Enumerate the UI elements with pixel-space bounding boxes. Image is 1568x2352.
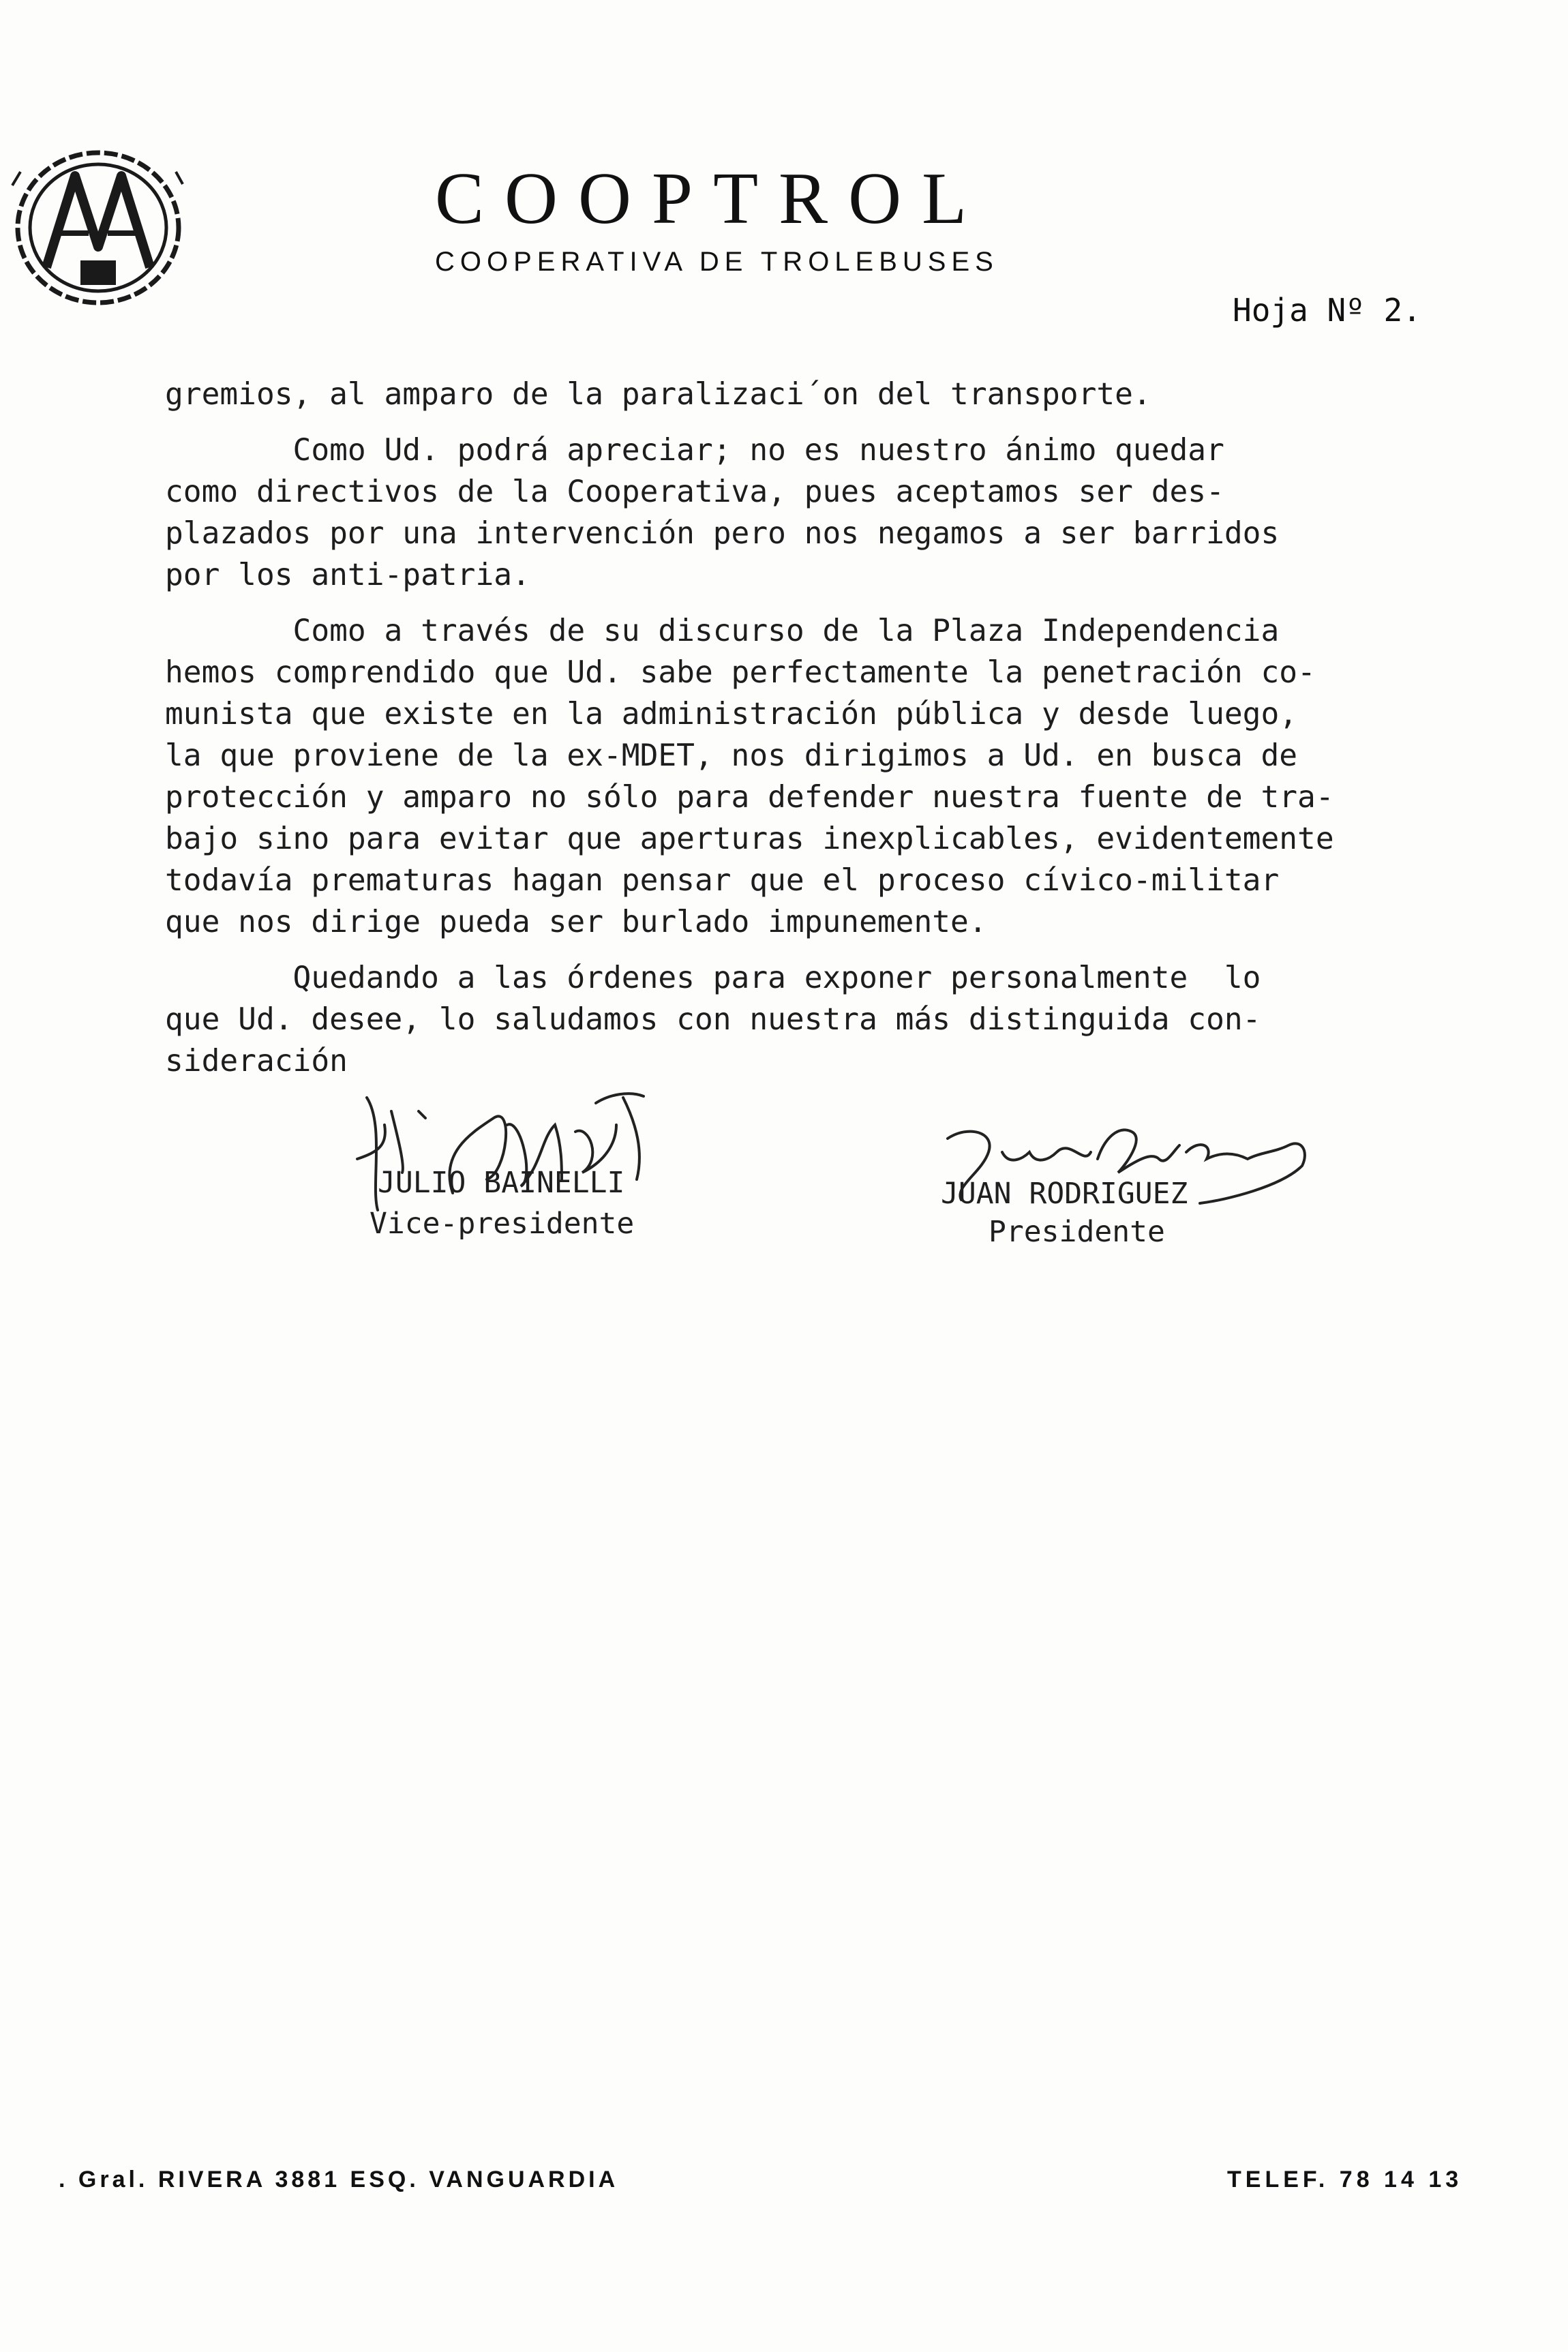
page-number: Hoja Nº 2. [1233,292,1421,329]
body-paragraph: Como Ud. podrá apreciar; no es nuestro ánimo quedar como directivos de la Cooperativa, pues aceptamos ser des- plazados por una intervención pero nos negamos a ser barridos por los anti-patria. [165,433,1280,592]
letterhead [435,158,999,277]
vice-president-title: Vice-presidente [370,1207,635,1241]
handwritten-signature-icon [337,1084,705,1220]
president-title: Presidente [989,1215,1165,1249]
letter-body [165,374,1460,1096]
cooptrol-seal-icon [7,145,190,315]
footer-phone: TELEF. 78 14 13 [1227,2167,1463,2192]
body-paragraph: gremios, al amparo de la paralizaci´on del transporte. [165,377,1151,412]
brand-subtitle: COOPERATIVA DE TROLEBUSES [435,247,999,277]
body-paragraph: Como a través de su discurso de la Plaza Independencia hemos comprendido que Ud. sabe perfectamente la penetración co- munista que existe en la administración pública y desde luego, la que proviene de la ex-MDET, nos dirigimos a Ud. en busca de protección y amparo no sólo para defender nuestra fuente de tra- bajo sino para evitar que aperturas inexplicables, evidentemente todavía prematuras hagan pensar que el proceso cívico-militar que nos dirige pueda ser burlado impunemente. [165,614,1334,939]
footer-address: . Gral. RIVERA 3881 ESQ. VANGUARDIA [59,2167,619,2192]
vice-president-name: JULIO BAINELLI [378,1166,625,1200]
body-paragraph: Quedando a las órdenes para exponer personalmente lo que Ud. desee, lo saludamos con nuestra más distinguida con- sideración [165,961,1261,1079]
brand-name: COOPTROL [435,158,988,239]
president-name: JUAN RODRIGUEZ [941,1177,1188,1211]
president-signature-block [941,1111,1323,1268]
vice-president-signature-block [337,1084,705,1261]
